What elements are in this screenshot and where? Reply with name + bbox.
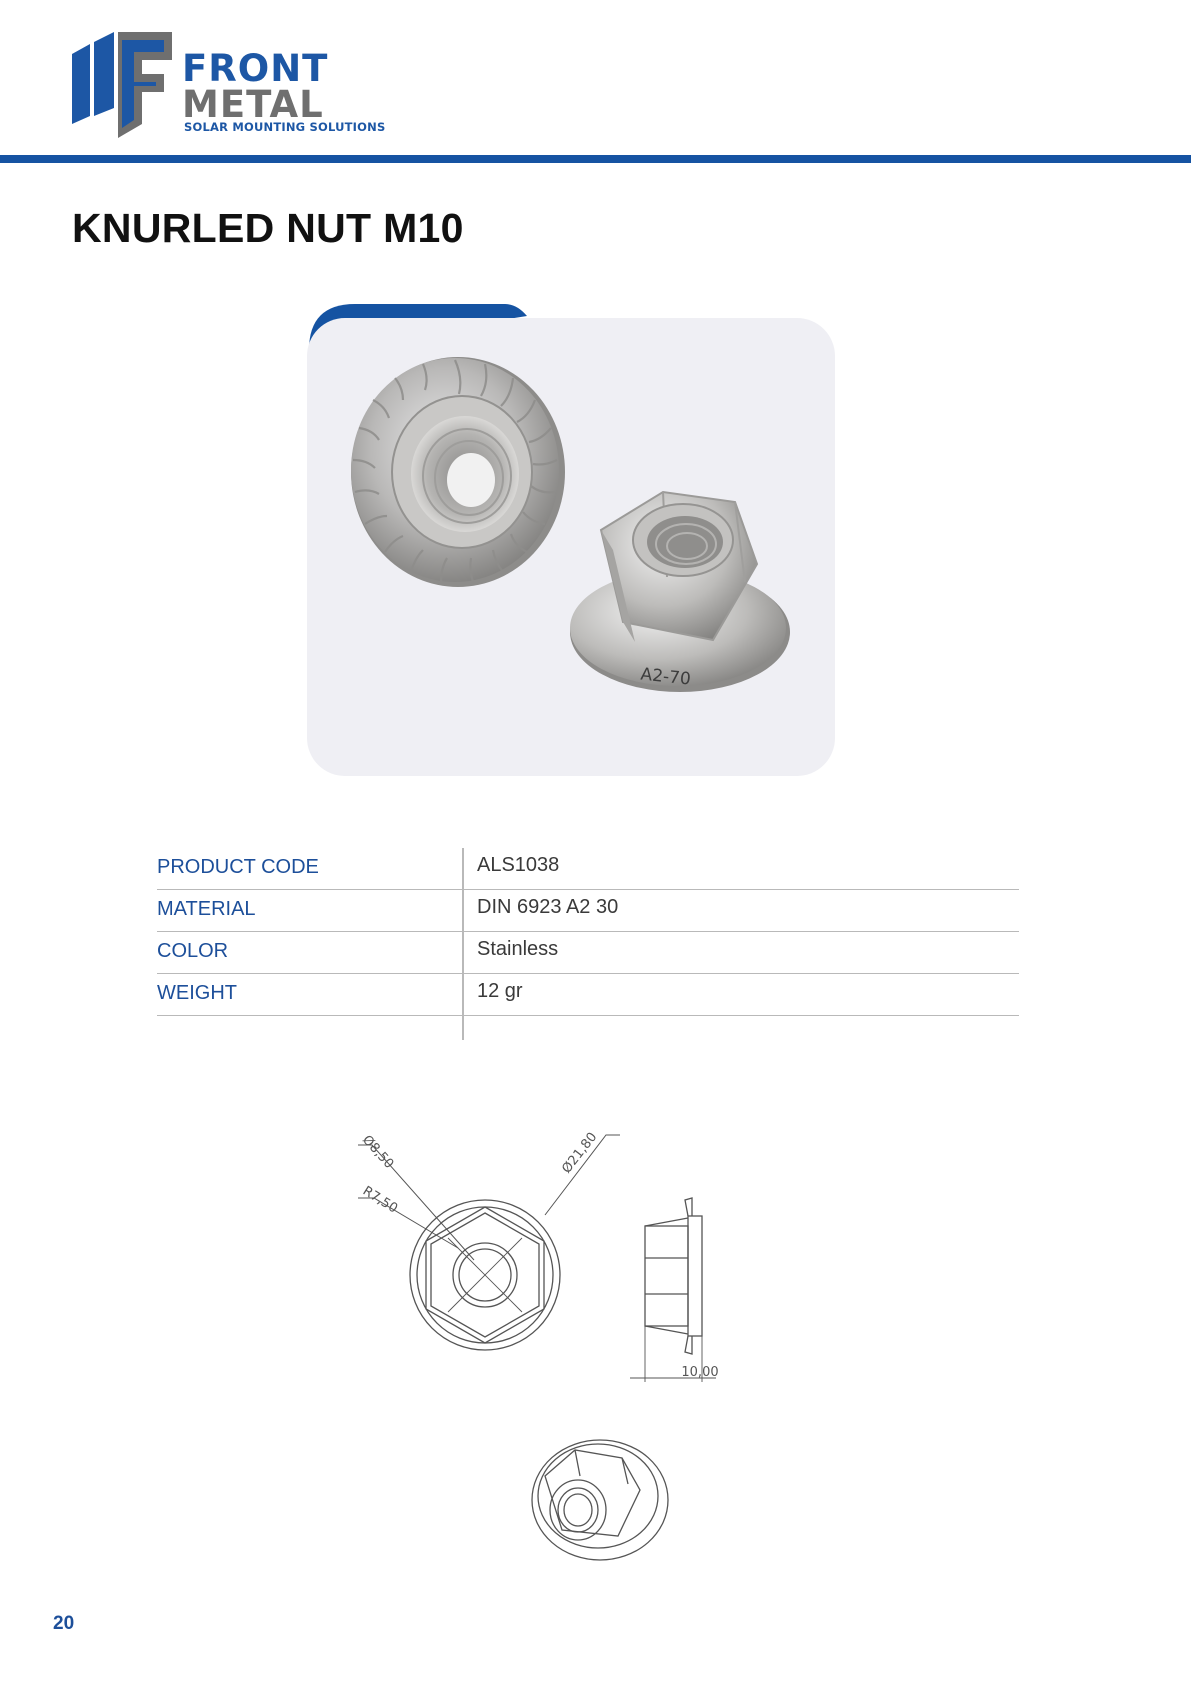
company-logo bbox=[72, 32, 386, 138]
spec-value: Stainless bbox=[477, 938, 559, 960]
spec-table bbox=[157, 848, 1019, 1016]
spec-row-weight bbox=[157, 974, 1019, 1016]
page-title: KNURLED NUT M10 bbox=[72, 205, 464, 251]
nut-drawing-icon bbox=[340, 1120, 800, 1580]
logo-word-front: FRONT bbox=[182, 47, 329, 90]
spec-label: COLOR bbox=[157, 940, 229, 962]
product-photo bbox=[305, 302, 835, 792]
logo-word-metal: METAL bbox=[182, 83, 324, 126]
technical-drawing bbox=[340, 1120, 800, 1580]
spec-row-product-code bbox=[157, 848, 1019, 890]
front-metal-logo-icon bbox=[72, 32, 176, 138]
spec-value: 12 gr bbox=[477, 980, 523, 1002]
dim-inner-diameter: Ø8,50 bbox=[359, 1132, 397, 1172]
page-number: 20 bbox=[53, 1613, 75, 1634]
header-divider bbox=[0, 155, 1191, 163]
spec-value: DIN 6923 A2 30 bbox=[477, 896, 619, 918]
spec-label: MATERIAL bbox=[157, 898, 256, 920]
dim-height: 10,00 bbox=[681, 1365, 719, 1380]
flange-nut-photo-icon bbox=[305, 302, 835, 792]
spec-label: WEIGHT bbox=[157, 982, 237, 1004]
spec-row-material bbox=[157, 890, 1019, 932]
dim-outer-diameter: Ø21,80 bbox=[559, 1129, 601, 1177]
spec-row-color bbox=[157, 932, 1019, 974]
nut-stamp-text: A2-70 bbox=[639, 664, 692, 690]
spec-label: PRODUCT CODE bbox=[157, 856, 319, 878]
logo-tagline: SOLAR MOUNTING SOLUTIONS bbox=[184, 120, 386, 134]
dim-radius: R7,50 bbox=[359, 1183, 401, 1217]
spec-value: ALS1038 bbox=[477, 854, 560, 876]
